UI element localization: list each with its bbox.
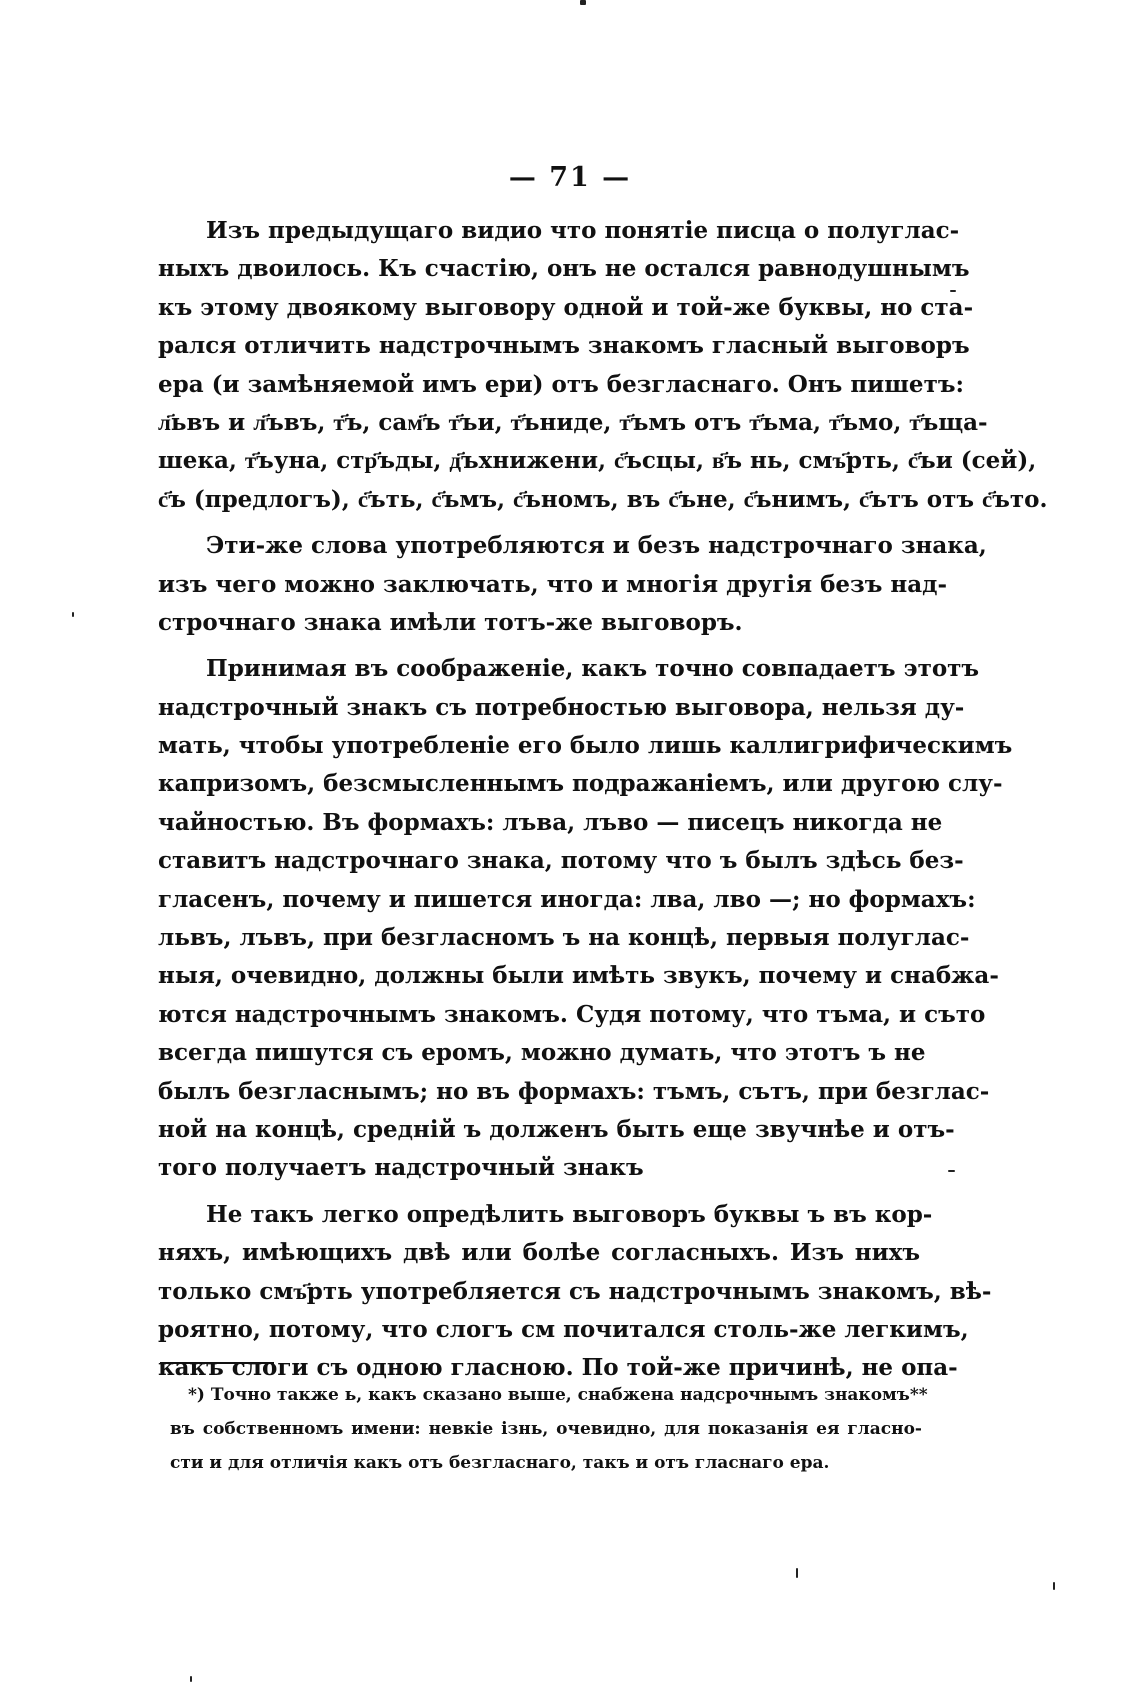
- text-line: капризомъ, безсмысленнымъ подражаніемъ, или другою слу-: [158, 770, 1003, 798]
- text-line: мать, чтобы употребленіе его было лишь каллигрифическимъ: [158, 732, 1013, 760]
- text-line: надстрочный знакъ съ потребностью выговора, нельзя ду-: [158, 693, 965, 721]
- text-line: львъ, лъвъ, при безгласномъ ъ на концѣ, первыя полуглас-: [158, 924, 970, 952]
- text-line: чайностью. Въ формахъ: лъва, лъво — писецъ никогда не: [158, 808, 943, 836]
- text-line: ера (и замѣняемой имъ ери) отъ безгласнаго. Онъ пишетъ:: [158, 370, 964, 398]
- footnote-line: въ собственномъ имени: невкіе ізнь, очевидно, для показанія ея гласно-: [170, 1419, 922, 1439]
- text-line: Эти-же слова употребляются и безъ надстрочнаго знака,: [206, 532, 987, 560]
- scan-speck: [580, 0, 586, 5]
- main-text: [158, 212, 1048, 1388]
- text-line: ной на концѣ, средній ъ долженъ быть еще звучнѣе и отъ-: [158, 1115, 955, 1143]
- text-line: Не такъ легко опредѣлить выговоръ буквы ъ въ кор-: [206, 1200, 933, 1228]
- footnote-line: *) Точно также ь, какъ сказано выше, снабжена надсрочнымъ знакомъ**: [188, 1385, 928, 1405]
- footnote: [170, 1378, 928, 1480]
- footnote-divider: [160, 1362, 274, 1364]
- text-line: шека, т҃ъуна, стр҃ъды, д҃ъхнижени, с҃ъсцы, в҃ъ нь, смъ҃рть, с҃ъи (сей),: [158, 447, 1037, 475]
- scan-speck: [1053, 1582, 1055, 1590]
- text-line: Принимая въ соображеніе, какъ точно совпадаетъ этотъ: [206, 655, 980, 683]
- text-line: ставитъ надстрочнаго знака, потому что ъ былъ здѣсь без-: [158, 847, 964, 875]
- footnote-line: сти и для отличія какъ отъ безгласнаго, такъ и отъ гласнаго ера.: [170, 1453, 830, 1473]
- text-line: ются надстрочнымъ знакомъ. Судя потому, что тъма, и съто: [158, 1000, 986, 1028]
- text-line: роятно, потому, что слогъ см почитался столь-же легкимъ,: [158, 1315, 969, 1343]
- scan-speck: [72, 612, 74, 617]
- text-line: изъ чего можно заключать, что и многія другія безъ над-: [158, 570, 947, 598]
- text-line: няхъ, имѣющихъ двѣ или болѣе согласныхъ. Изъ нихъ: [158, 1239, 920, 1267]
- text-line: къ этому двоякому выговору одной и той-же буквы, но ста-: [158, 293, 974, 321]
- text-line: того получаетъ надстрочный знакъ: [158, 1154, 644, 1182]
- text-line: какъ слоги съ одною гласною. По той-же причинѣ, не опа-: [158, 1354, 958, 1382]
- text-line: только смъ҃рть употребляется съ надстрочнымъ знакомъ, вѣ-: [158, 1277, 992, 1305]
- page-number: — 71 —: [508, 162, 632, 193]
- text-line: гласенъ, почему и пишется иногда: лва, лво —; но формахъ:: [158, 885, 976, 913]
- text-line: ныхъ двоилось. Къ счастію, онъ не остался равнодушнымъ: [158, 255, 970, 283]
- scan-speck: [948, 1170, 955, 1172]
- text-line: былъ безгласнымъ; но въ формахъ: тъмъ, сътъ, при безглас-: [158, 1077, 990, 1105]
- scan-speck: [796, 1568, 798, 1578]
- text-line: строчнаго знака имѣли тотъ-же выговоръ.: [158, 608, 743, 636]
- text-line: с҃ъ (предлогъ), с҃ъть, с҃ъмъ, с҃ъномъ, въ с҃ъне, с҃ънимъ, с҃ътъ отъ с҃ъто.: [158, 485, 1048, 513]
- text-line: рался отличить надстрочнымъ знакомъ гласный выговоръ: [158, 332, 970, 360]
- scan-speck: [190, 1676, 192, 1682]
- text-line: л҃ьвъ и л҃ъвъ, т҃ъ, сам҃ъ т҃ъи, т҃ъниде, т҃ъмъ отъ т҃ъма, т҃ъмо, т҃ъща-: [158, 408, 988, 436]
- text-line: Изъ предыдущаго видио что понятіе писца о полуглас-: [206, 217, 960, 244]
- text-line: ныя, очевидно, должны были имѣть звукъ, почему и снабжа-: [158, 962, 999, 990]
- scan-speck: [950, 290, 956, 292]
- text-line: всегда пишутся съ еромъ, можно думать, что этотъ ъ не: [158, 1039, 926, 1067]
